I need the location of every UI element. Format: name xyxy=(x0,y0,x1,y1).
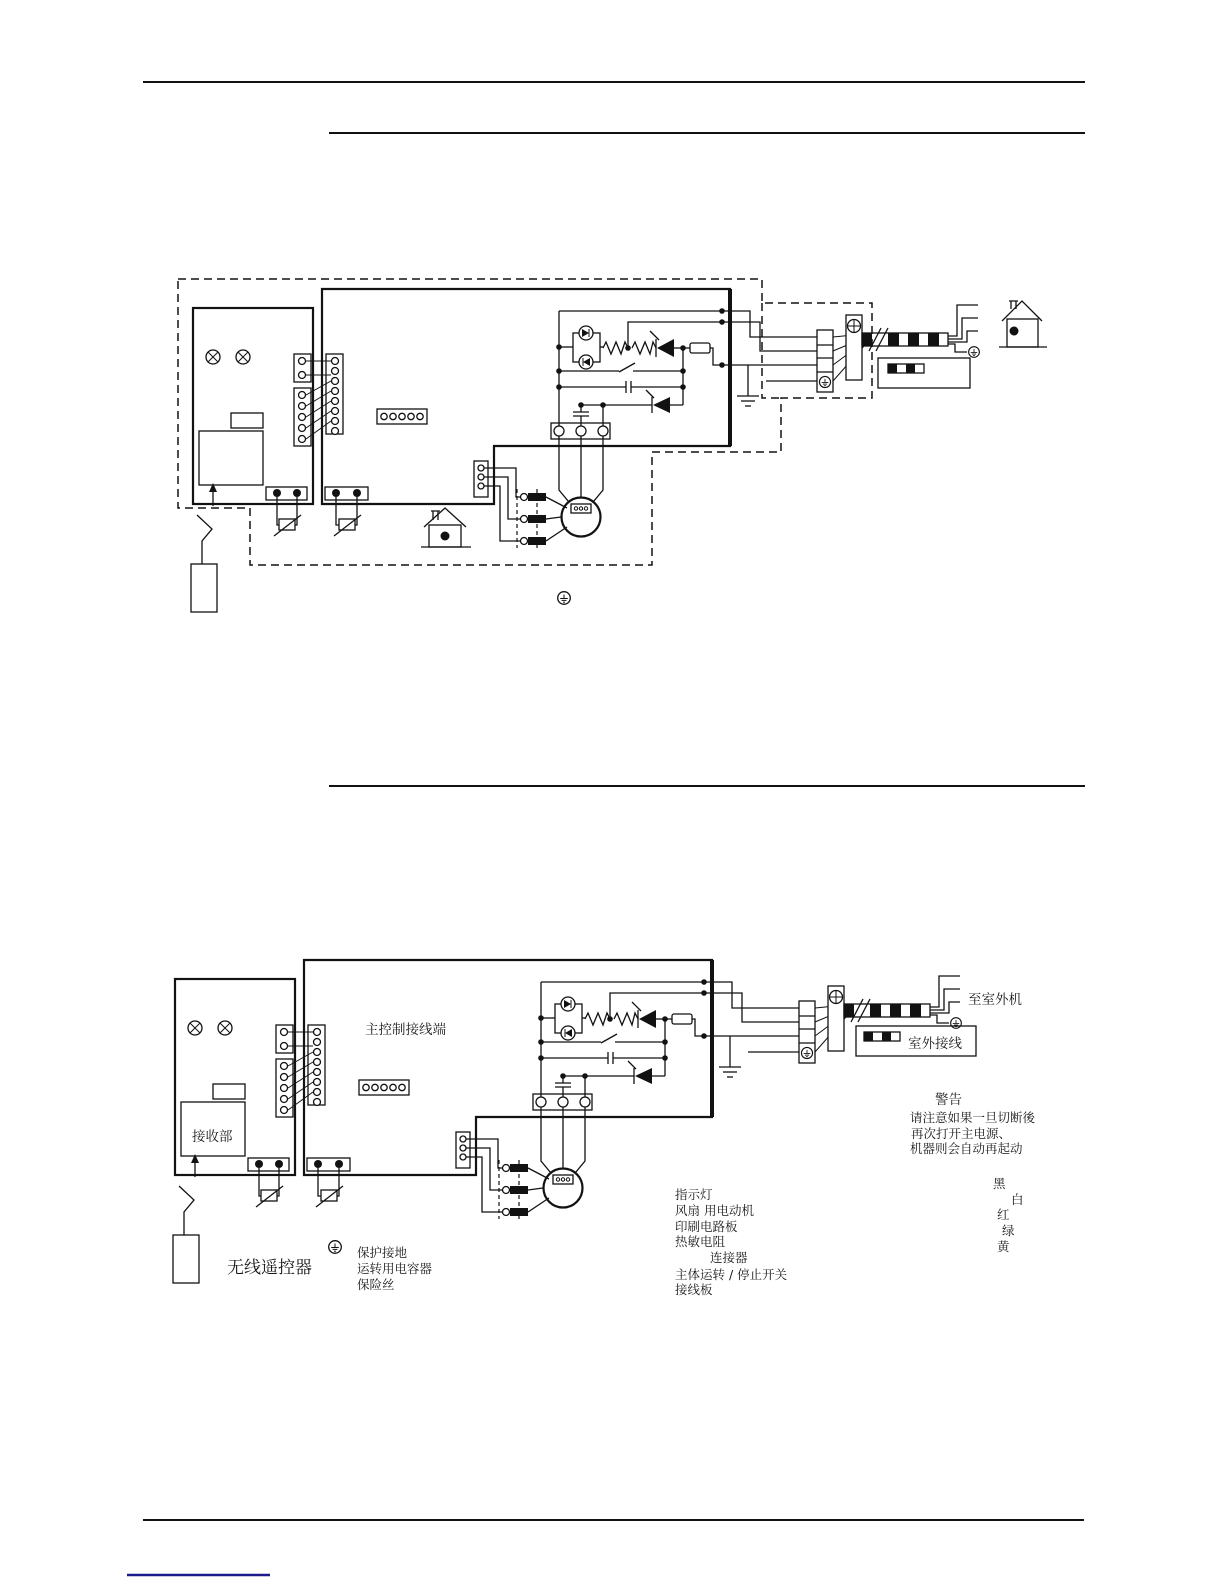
protective-earth-label: 保护接地 xyxy=(357,1245,408,1260)
to-outdoor-unit-label: 至室外机 xyxy=(968,992,1022,1008)
indoor-unit-house-icon xyxy=(421,508,471,547)
component-label: 热敏电阻 xyxy=(675,1234,726,1249)
wire-color-label: 红 xyxy=(997,1207,1010,1222)
outdoor-wiring-label: 室外接线 xyxy=(908,1036,962,1052)
component-label: 风扇 用电动机 xyxy=(675,1203,754,1218)
wire-color-label: 黑 xyxy=(993,1176,1006,1191)
protective-earth-icon xyxy=(558,592,571,605)
component-label: 接线板 xyxy=(675,1282,713,1297)
main-control-terminal-label: 主控制接线端 xyxy=(365,1022,446,1038)
earthing-legend xyxy=(357,1245,433,1292)
fuse-label: 保险丝 xyxy=(357,1277,395,1292)
component-label-list xyxy=(675,1187,788,1297)
cable-legend-box xyxy=(878,358,970,388)
warning-title: 警告 xyxy=(935,1092,962,1108)
wire-color-label: 黄 xyxy=(997,1239,1010,1254)
wire-color-label: 绿 xyxy=(1002,1223,1015,1238)
warning-line: 再次打开主电源、 xyxy=(911,1126,1012,1141)
protective-earth-icon xyxy=(329,1241,342,1254)
wire-color-label: 白 xyxy=(1011,1192,1024,1207)
component-label: 连接器 xyxy=(710,1250,748,1265)
bottom-wiring-diagram xyxy=(173,960,1036,1297)
component-label: 印刷电路板 xyxy=(675,1219,738,1234)
component-label: 主体运转 / 停止开关 xyxy=(675,1267,788,1282)
outdoor-unit-house-icon xyxy=(999,301,1047,347)
page-rules xyxy=(127,82,1085,1575)
component-label: 指示灯 xyxy=(675,1187,713,1202)
cable-legend-box xyxy=(856,1026,976,1056)
wire-color-list xyxy=(993,1176,1024,1254)
top-wiring-diagram xyxy=(178,279,1047,612)
warning-line: 请注意如果一旦切断後 xyxy=(910,1110,1036,1125)
running-capacitor-label: 运转用电容器 xyxy=(357,1261,433,1276)
wireless-remote-label: 无线遥控器 xyxy=(227,1258,312,1278)
warning-note xyxy=(910,1091,1036,1156)
warning-line: 机器则会自动再起动 xyxy=(910,1141,1023,1156)
receiver-section-label: 接收部 xyxy=(192,1129,233,1145)
